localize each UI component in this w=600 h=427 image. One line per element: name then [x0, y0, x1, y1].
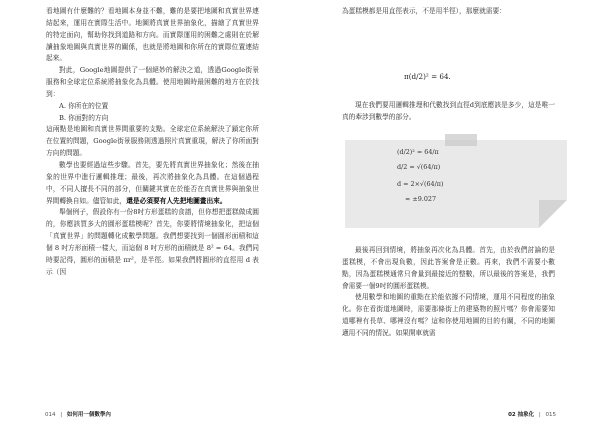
right-page-text-top — [342, 6, 555, 18]
paragraph: 對此，Google地圖提供了一個絕妙的解決之道，透過Google街景服務和全球定位系統將抽象化為具體。使用地圖時最困難的地方在於找到： — [46, 66, 259, 98]
paragraph: 舉個例子，假設你有一份8吋方形蛋糕的食譜，但你想把蛋糕做成圓的，你應該買多大的圓形蛋糕模呢？首先，你要將情境抽象化，把這個「真實世界」的問題轉化成數學問題。我們想要找到一個圓形面積和這個 8 吋方形面積一樣大，而這個 8 吋方形的面積就是 8² = 64。我們同時要記得，圓形的面積是 πr²，是半徑。如果我們將圓形的直徑用 d 表示（因 — [46, 208, 259, 276]
formula-step: d/2 = √(64/π) — [397, 163, 441, 171]
formula-step: (d/2)² = 64/π — [397, 148, 439, 156]
left-footer: 014 | 如何用一個數學內 — [45, 412, 111, 418]
right-footer: 02 抽象化 | 015 — [508, 412, 556, 418]
book-title: 如何用一個數學內 — [66, 412, 111, 418]
paragraph: 看地圖有什麼難的？看地圖本身並不難，難的是要把地圖和真實世界連結起來，運用在實際生活中。地圖將真實世界抽象化，描繪了真實世界的特定面向，幫助你找到道路和方向。而實際運用的困難之處則在於解讀抽象地圖與真實世界的關係，也就是將地圖和你所在的實際位置連結起來。 — [46, 7, 259, 63]
chapter-title: 02 抽象化 — [508, 412, 535, 418]
paragraph: 為蛋糕模都是用直徑表示，不是用半徑），那麼就需要： — [342, 7, 506, 15]
formula-note-card — [345, 140, 567, 228]
formula-steps — [397, 148, 517, 207]
paragraph: 這兩點是地圖和真實世界間重要的支點。全球定位系統解決了鎖定你所在位置的問題，Google街景服務則透過照片真實重現，解決了你所面對方向的問題。 — [46, 125, 259, 158]
paragraph: 現在我們要用邏輯推理和代數找到直徑d到底應該是多少，這是唯一真的牽涉到數學的部分。 — [342, 101, 555, 121]
option-a: A. 你所在的位置 — [59, 101, 109, 110]
paragraph: 最後再回到情境，將抽象再次化為具體。首先，由於我們討論的是蛋糕模，不會出現負數，因此答案會是正數。再來，我們不需要小數點，因為蛋糕模通常只會量到最接近的整數，所以最後的答案是，我們會需要一個9吋的圓形蛋糕模。 — [342, 246, 555, 290]
formula-step: d = 2×√(64/π) — [397, 180, 444, 188]
option-b: B. 你面對的方向 — [59, 113, 109, 122]
paragraph: 使用數學和地圖的重點在於能依據不同情境，運用不同程度的抽象化。你在看街道地圖時，需要那條街上的建築物的照片嗎？你會需要知道哪裡有長草、哪裡沒有嗎？這和你使用地圖的目的有關，不同的地圖適用不同的情況。如果開車就需 — [342, 293, 555, 337]
bold-emphasis: 還是必須要有人先把地圖畫出來。 — [126, 196, 227, 205]
page-curl-decoration — [539, 200, 567, 228]
right-page-text-mid — [342, 100, 555, 124]
paragraph-text: 數學也要經過這些步驟。首先，要先將真實世界抽象化；然後在抽象的世界中進行邏輯推理；最後，再次將抽象化為具體。在這個過程中，不同人擅長不同的部分，但關鍵其實在於能否在真實世界與抽象世界間轉換自如。儘管如此， — [46, 160, 259, 205]
formula-step: ≈ ±9.027 — [405, 195, 437, 203]
page-number: 015 — [545, 412, 556, 418]
page-number: 014 — [45, 412, 56, 418]
left-page-text — [46, 6, 259, 278]
right-page-text-bottom — [342, 245, 555, 340]
formula-area: π(d/2)² = 64. — [404, 72, 451, 81]
tape-decoration — [445, 134, 477, 146]
paragraph — [46, 160, 259, 207]
